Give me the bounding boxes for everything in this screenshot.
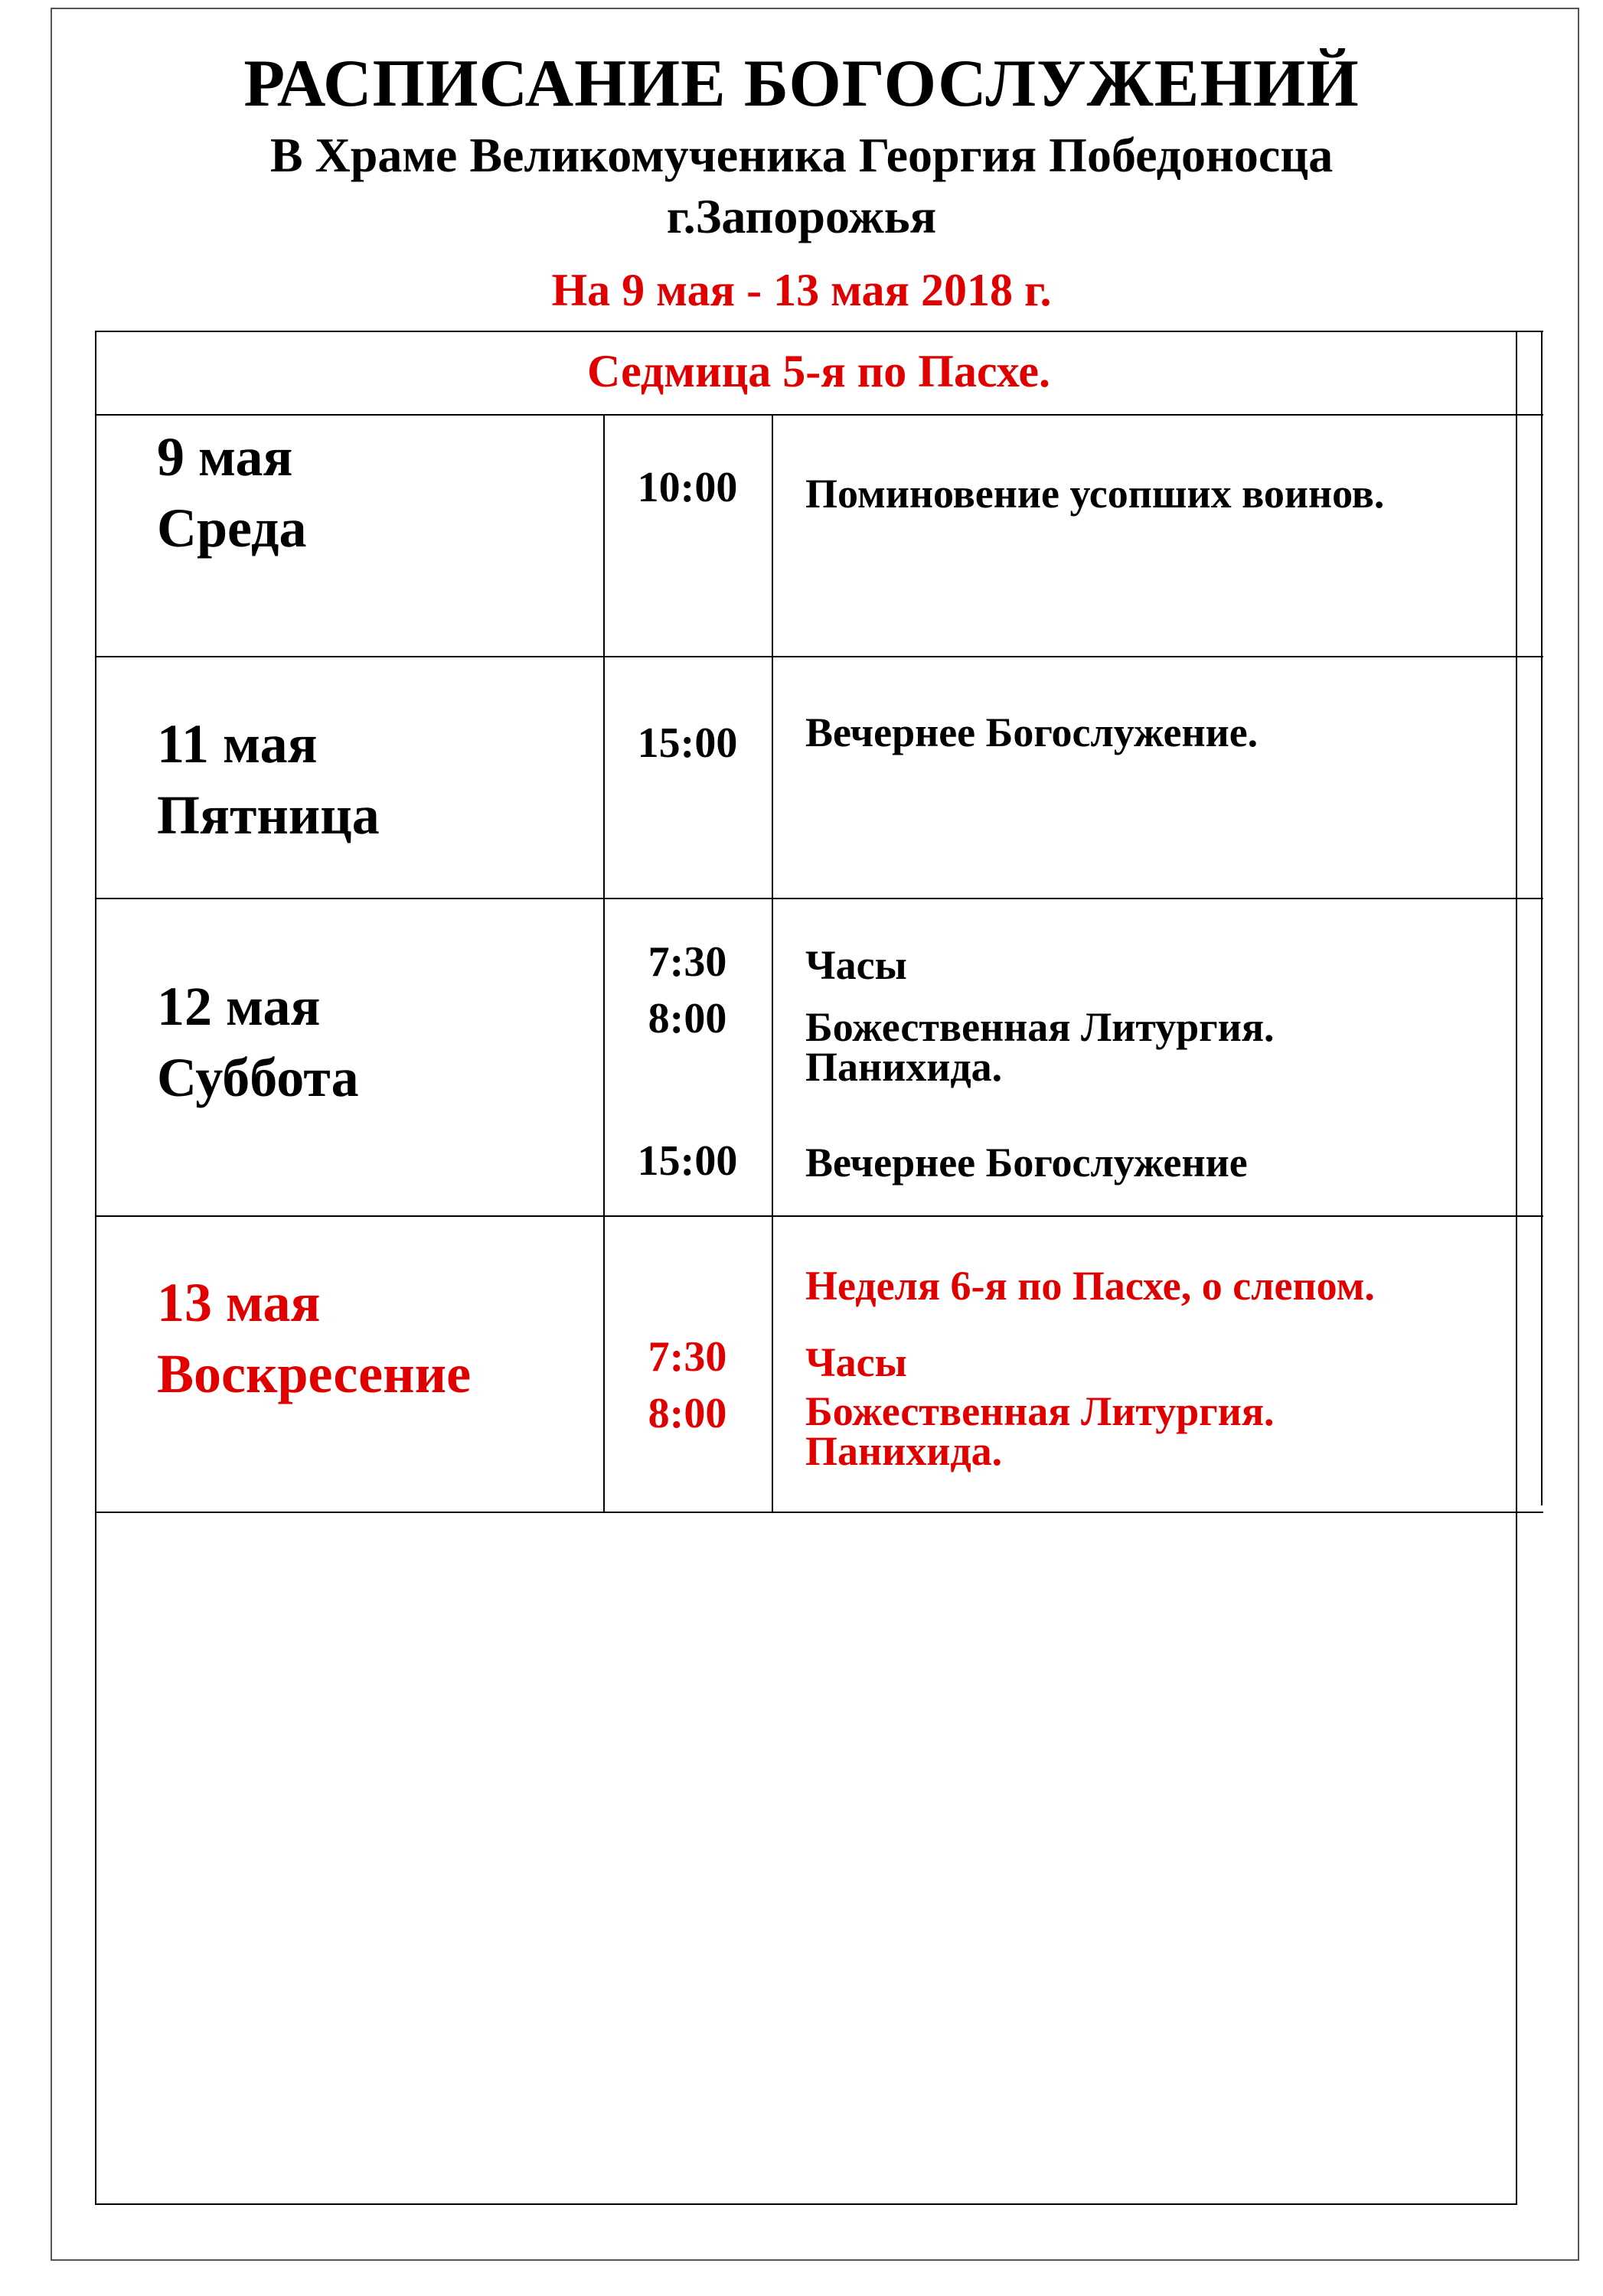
service-name: Вечернее Богослужение. (805, 709, 1259, 755)
day-date: 12 мая (157, 976, 321, 1037)
service-name: Вечернее Богослужение (805, 1140, 1248, 1186)
service-time: 8:00 (648, 1390, 727, 1437)
row-divider (95, 414, 1543, 416)
row-divider (95, 1512, 1543, 1513)
service-name: Панихида. (805, 1428, 1003, 1474)
church-name: В Храме Великомученика Георгия Победоносца (269, 128, 1334, 182)
feast-note: Неделя 6-я по Пасхе, о слепом. (805, 1263, 1375, 1309)
service-time: 7:30 (648, 1333, 727, 1381)
page-title: РАСПИСАНИЕ БОГОСЛУЖЕНИЙ (243, 47, 1360, 121)
service-name: Панихида. (805, 1044, 1003, 1090)
city-name: г.Запорожья (666, 189, 937, 243)
date-range: На 9 мая - 13 мая 2018 г. (551, 265, 1052, 315)
day-weekday: Пятница (157, 784, 380, 846)
day-date: 13 мая (157, 1272, 321, 1333)
service-time: 7:30 (648, 938, 727, 986)
service-time: 8:00 (648, 995, 727, 1042)
day-weekday: Воскресение (157, 1343, 472, 1404)
service-name: Поминовение усопших воинов. (805, 471, 1385, 517)
row-divider (95, 1215, 1543, 1217)
service-time: 15:00 (637, 1137, 738, 1185)
row-divider (95, 898, 1543, 899)
service-name: Часы (805, 1339, 907, 1385)
day-date: 11 мая (157, 713, 318, 775)
service-time: 15:00 (637, 719, 738, 767)
table-right-border-extension (1541, 331, 1543, 1505)
day-weekday: Среда (157, 497, 307, 559)
service-name: Божественная Литургия. (805, 1388, 1275, 1434)
table-top-border (95, 331, 1543, 332)
service-time: 10:00 (637, 464, 738, 511)
column-divider-time-service (772, 414, 773, 1512)
service-name: Часы (805, 942, 907, 988)
row-divider (95, 656, 1543, 657)
week-title: Седмица 5-я по Пасхе. (587, 346, 1050, 396)
day-weekday: Суббота (157, 1047, 359, 1108)
service-name: Божественная Литургия. (805, 1004, 1275, 1050)
day-date: 9 мая (157, 426, 293, 488)
